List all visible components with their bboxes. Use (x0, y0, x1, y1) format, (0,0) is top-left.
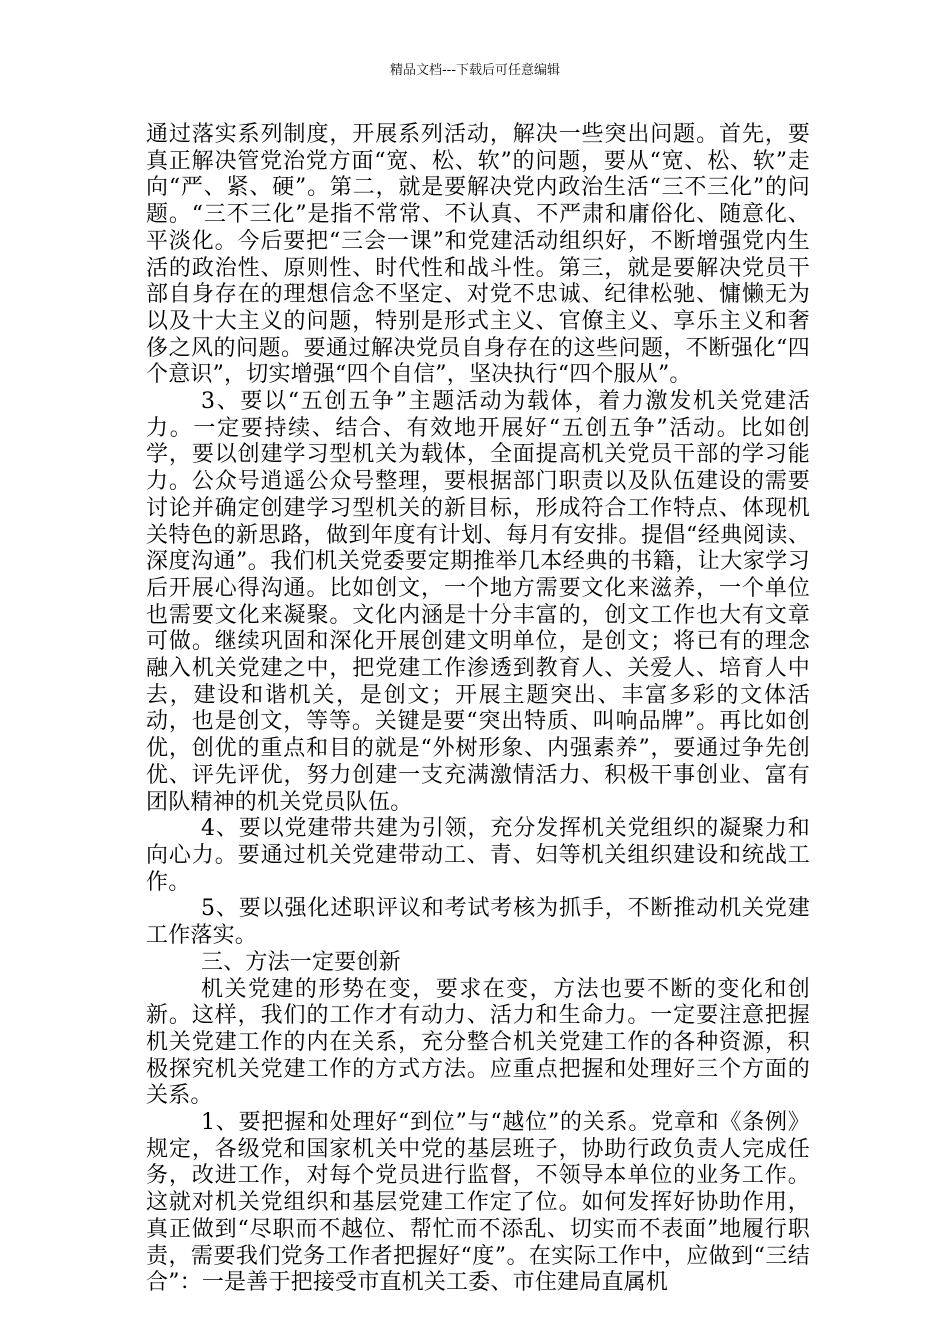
page-header: 精品文档---下载后可任意编辑 (389, 63, 561, 78)
paragraph-6: 1、要把握和处理好“到位”与“越位”的关系。党章和《条例》规定，各级党和国家机关中党的基层班子，协助行政负责人完成任务，改进工作，对每个党员进行监督，不领导本单位的业务工作。这就对机关党组织和基层党建工作定了位。如何发挥好协助作用，真正做到“尽职而不越位、帮忙而不添乱、切实而不表面”地履行职责，需要我们党务工作者把握好“度”。在实际工作中，应做到“三结合”：一是善于把接受市直机关工委、市住建局直属机 (146, 1110, 810, 1296)
paragraph-5: 机关党建的形势在变，要求在变，方法也要不断的变化和创新。这样，我们的工作才有动力、活力和生命力。一定要注意把握机关党建工作的内在关系，充分整合机关党建工作的各种资源，积极探究机关党建工作的方式方法。应重点把握和处理好三个方面的关系。 (146, 976, 810, 1109)
paragraph-4: 5、要以强化述职评议和考试考核为抓手，不断推动机关党建工作落实。 (146, 896, 810, 949)
section-heading: 三、方法一定要创新 (201, 949, 401, 975)
paragraph-2: 3、要以“五创五争”主题活动为载体，着力激发机关党建活力。一定要持续、结合、有效地开展好“五创五争”活动。比如创学，要以创建学习型机关为载体，全面提高机关党员干部的学习能力。公众号逍遥公众号整理，要根据部门职责以及队伍建设的需要讨论并确定创建学习型机关的新目标，形成符合工作特点、体现机关特色的新思路，做到年度有计划、每月有安排。提倡“经典阅读、深度沟通”。我们机关党委要定期推举几本经典的书籍，让大家学习后开展心得沟通。比如创文，一个地方需要文化来滋养，一个单位也需要文化来凝聚。文化内涵是十分丰富的，创文工作也大有文章可做。继续巩固和深化开展创建文明单位，是创文；将已有的理念融入机关党建之中，把党建工作渗透到教育人、关爱人、培育人中去，建设和谐机关，是创文；开展主题突出、丰富多彩的文体活动，也是创文，等等。关键是要“突出特质、叫响品牌”。再比如创优，创优的重点和目的就是“外树形象、内强素养”，要通过争先创优、评先评优，努力创建一支充满激情活力、积极干事创业、富有团队精神的机关党员队伍。 (146, 389, 810, 815)
paragraph-3: 4、要以党建带共建为引领，充分发挥机关党组织的凝聚力和向心力。要通过机关党建带动工、青、妇等机关组织建设和统战工作。 (146, 816, 810, 895)
paragraph-1: 通过落实系列制度，开展系列活动，解决一些突出问题。首先，要真正解决管党治党方面“宽、松、软”的问题，要从“宽、松、软”走向“严、紧、硬”。第二，就是要解决党内政治生活“三不三化”的问题。“三不三化”是指不常常、不认真、不严肃和庸俗化、随意化、平淡化。今后要把“三会一课”和党建活动组织好，不断增强党内生活的政治性、原则性、时代性和战斗性。第三，就是要解决党员干部自身存在的理想信念不坚定、对党不忠诚、纪律松驰、慵懒无为以及十大主义的问题，特别是形式主义、官僚主义、享乐主义和奢侈之风的问题。要通过解决党员自身存在的这些问题，不断强化“四个意识”，切实增强“四个自信”，坚决执行“四个服从”。 (146, 122, 810, 388)
document-body (146, 122, 810, 1297)
